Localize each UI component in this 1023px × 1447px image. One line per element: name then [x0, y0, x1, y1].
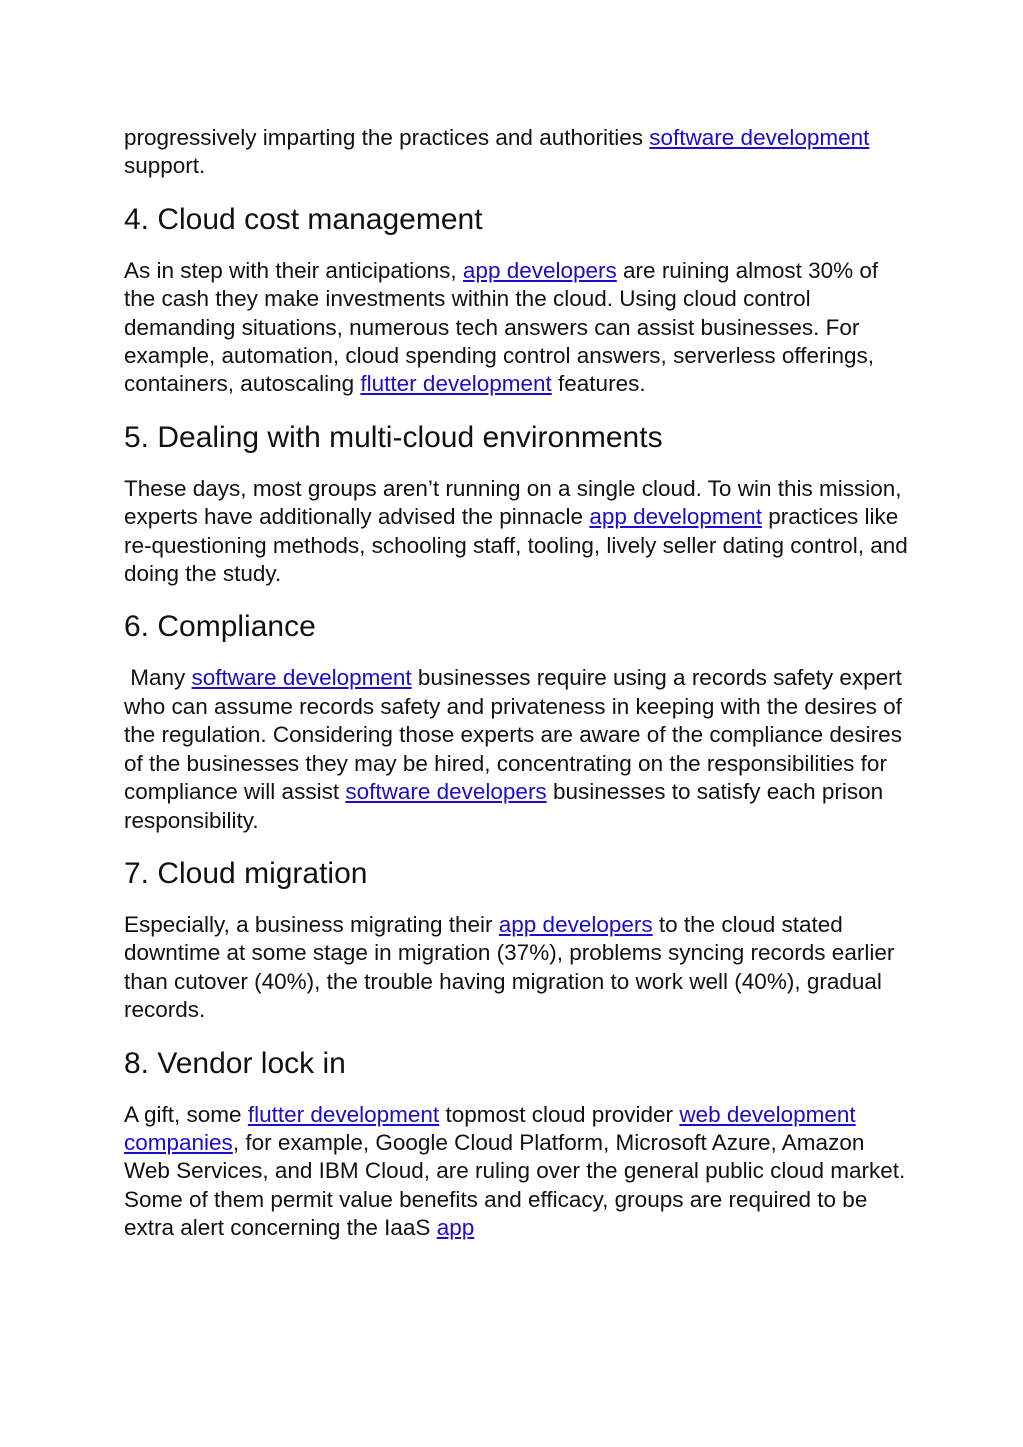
heading-compliance: 6. Compliance [124, 610, 316, 644]
app-developers-link[interactable]: app developers [462, 257, 617, 283]
document-page [124, 124, 914, 1264]
paragraph-multi-cloud [124, 475, 914, 589]
text-segment: topmost cloud provider [439, 1101, 680, 1127]
software-development-link[interactable]: software development [191, 665, 412, 691]
text-segment: practices like re-questioning methods, schooling staff, tooling, lively seller dating control, and doing the study. [124, 504, 908, 587]
flutter-development-link[interactable]: flutter development [247, 1101, 440, 1127]
text-segment: features. [551, 371, 646, 397]
text-segment: Especially, a business migrating their [124, 911, 499, 937]
heading-multi-cloud: 5. Dealing with multi-cloud environments [124, 420, 663, 454]
intro-paragraph [124, 124, 914, 181]
text-segment: are ruining almost 30% of the cash they make investments within the cloud. Using cloud control demanding situations, numerous tech answers can assist businesses. For example, automation, cloud spending control answers, serverless offerings, containers, autoscaling [124, 257, 879, 397]
software-developers-link[interactable]: software developers [345, 779, 547, 805]
web-development-companies-link[interactable]: web development companies [124, 1101, 856, 1155]
heading-vendor-lock-in: 8. Vendor lock in [124, 1046, 346, 1080]
text-segment: A gift, some [124, 1101, 248, 1127]
app-link[interactable]: app [436, 1215, 475, 1241]
heading-cloud-cost-management: 4. Cloud cost management [124, 202, 483, 236]
app-developers-link[interactable]: app developers [498, 911, 653, 937]
paragraph-vendor-lock-in [124, 1101, 914, 1243]
intro-text-1: progressively imparting the practices and authorities [124, 125, 650, 150]
text-segment: businesses to satisfy each prison responsibility. [124, 779, 884, 833]
text-segment: As in step with their anticipations, [124, 257, 463, 283]
text-segment: to the cloud stated downtime at some stage in migration (37%), problems syncing records earlier than cutover (40%), the trouble having migration to work well (40%), gradual records. [124, 911, 895, 1023]
paragraph-cloud-migration [124, 911, 914, 1025]
paragraph-cloud-cost-management [124, 257, 914, 399]
flutter-development-link[interactable]: flutter development [360, 371, 552, 397]
text-segment: These days, most groups aren’t running on a single cloud. To win this mission, experts have additionally advised the pinnacle [124, 475, 902, 530]
text-segment: Many [124, 665, 192, 691]
intro-text-2: support. [124, 153, 206, 179]
text-segment: , for example, Google Cloud Platform, Microsoft Azure, Amazon Web Services, and IBM Cloud, are ruling over the general public cloud market. Some of them permit value benefits and efficacy, groups are required to be extra alert concerning the IaaS [124, 1129, 906, 1241]
paragraph-compliance [124, 664, 914, 834]
heading-cloud-migration: 7. Cloud migration [124, 856, 368, 890]
text-segment: businesses require using a records safety expert who can assume records safety and privateness in keeping with the desires of the regulation. Considering those experts are aware of the compliance desires of the businesses they may be hired, concentrating on the responsibilities for compliance will assist [124, 665, 902, 805]
software-development-link[interactable]: software development [649, 125, 870, 150]
app-development-link[interactable]: app development [589, 504, 762, 530]
